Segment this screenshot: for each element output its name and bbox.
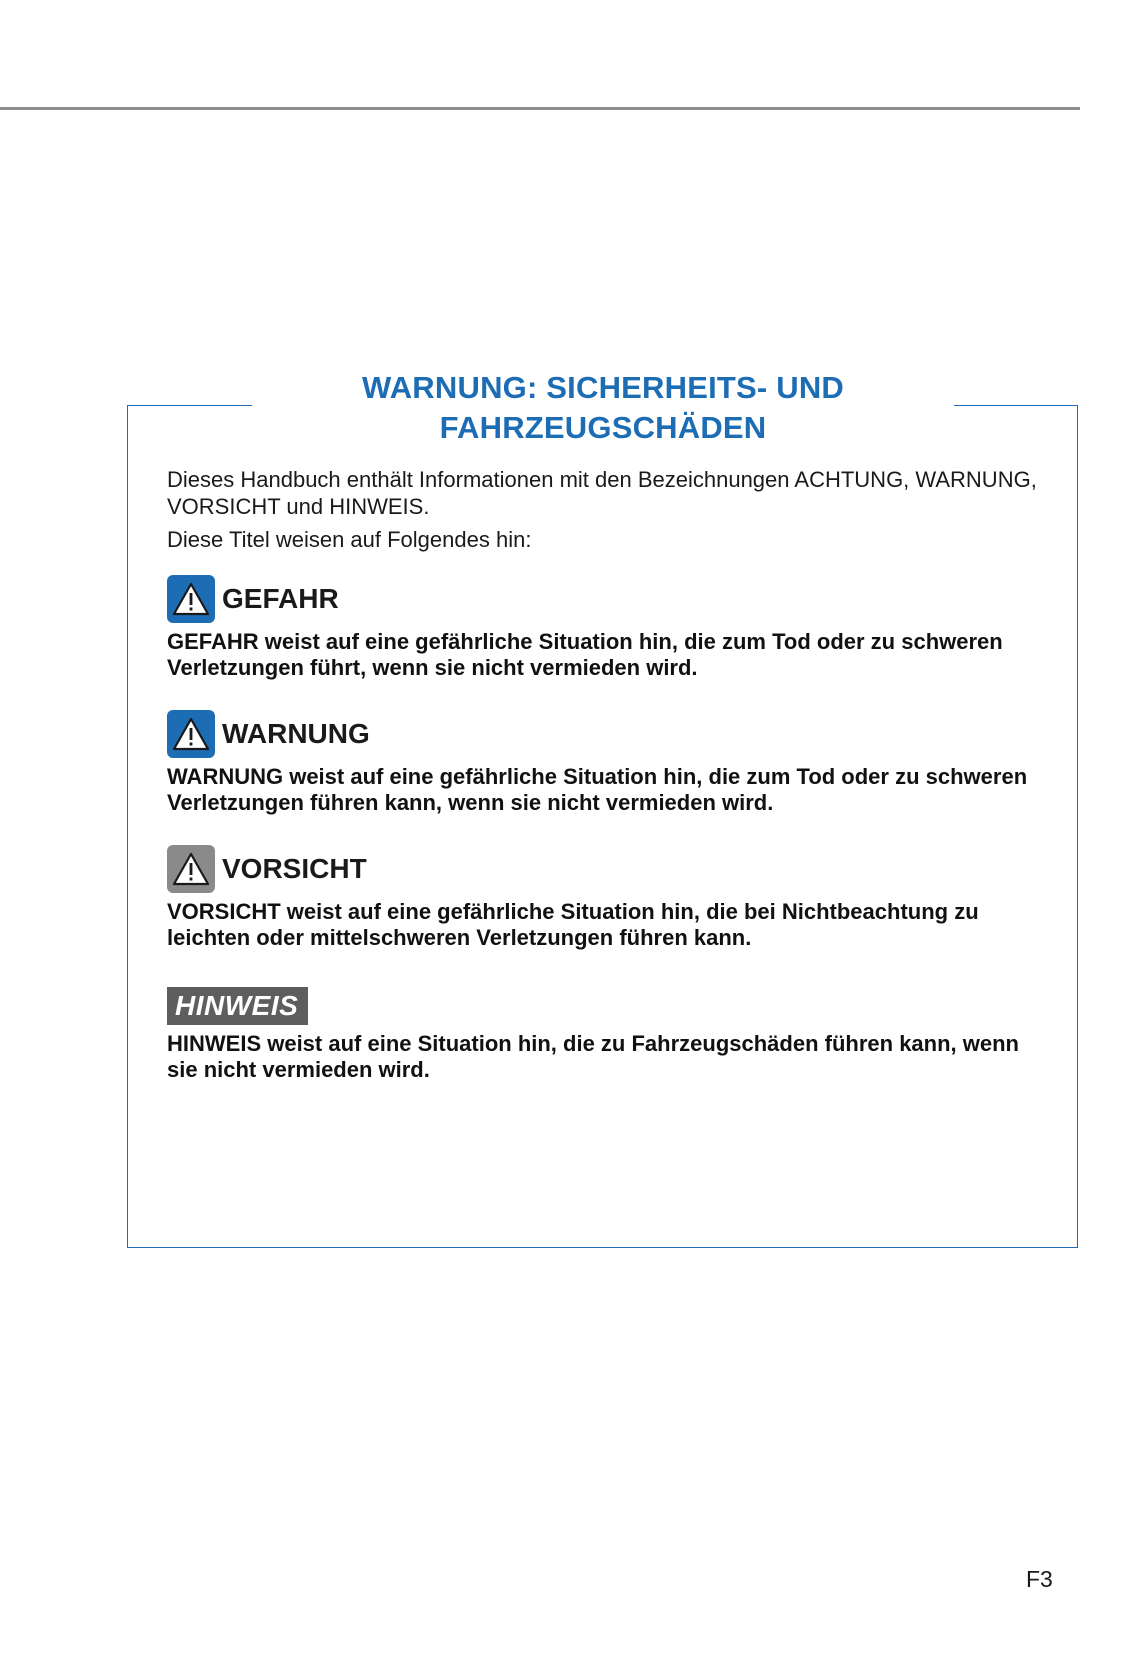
notice-vorsicht-header: [167, 845, 1047, 893]
warning-triangle-icon: [167, 575, 215, 623]
warning-triangle-icon: [167, 710, 215, 758]
warning-triangle-icon: [167, 845, 215, 893]
notice-vorsicht: [167, 845, 1047, 951]
hinweis-badge: HINWEIS: [167, 987, 308, 1025]
notice-warnung-header: [167, 710, 1047, 758]
notice-hinweis: [167, 987, 1047, 1083]
notice-vorsicht-title: VORSICHT: [222, 853, 367, 884]
notice-vorsicht-text: VORSICHT weist auf eine gefährliche Situation hin, die bei Nichtbeachtung zu leichten oder mittelschweren Verletzungen führen kann.: [167, 899, 979, 950]
intro-lead-in: Diese Titel weisen auf Folgendes hin:: [167, 527, 532, 552]
intro-paragraph: Dieses Handbuch enthält Informationen mit den Bezeichnungen ACHTUNG, WARNUNG, VORSICHT und HINWEIS.: [167, 467, 1037, 519]
page-number: F3: [1026, 1566, 1053, 1592]
intro-section: [167, 466, 1047, 553]
box-title: [252, 368, 954, 448]
notice-hinweis-text: HINWEIS weist auf eine Situation hin, die zu Fahrzeugschäden führen kann, wenn sie nicht vermieden wird.: [167, 1031, 1019, 1082]
notice-gefahr-header: [167, 575, 1047, 623]
notice-gefahr: [167, 575, 1047, 681]
notice-gefahr-text: GEFAHR weist auf eine gefährliche Situation hin, die zum Tod oder zu schweren Verletzungen führt, wenn sie nicht vermieden wird.: [167, 629, 1003, 680]
notice-warnung-text: WARNUNG weist auf eine gefährliche Situation hin, die zum Tod oder zu schweren Verletzungen führen kann, wenn sie nicht vermieden wird.: [167, 764, 1028, 815]
notice-gefahr-title: GEFAHR: [222, 583, 339, 614]
notice-warnung: [167, 710, 1047, 816]
box-title-line-1: WARNUNG: SICHERHEITS- UND: [361, 370, 845, 405]
top-divider: [0, 107, 1080, 110]
box-title-line-2: FAHRZEUGSCHÄDEN: [439, 410, 767, 445]
notice-warnung-title: WARNUNG: [222, 718, 370, 749]
